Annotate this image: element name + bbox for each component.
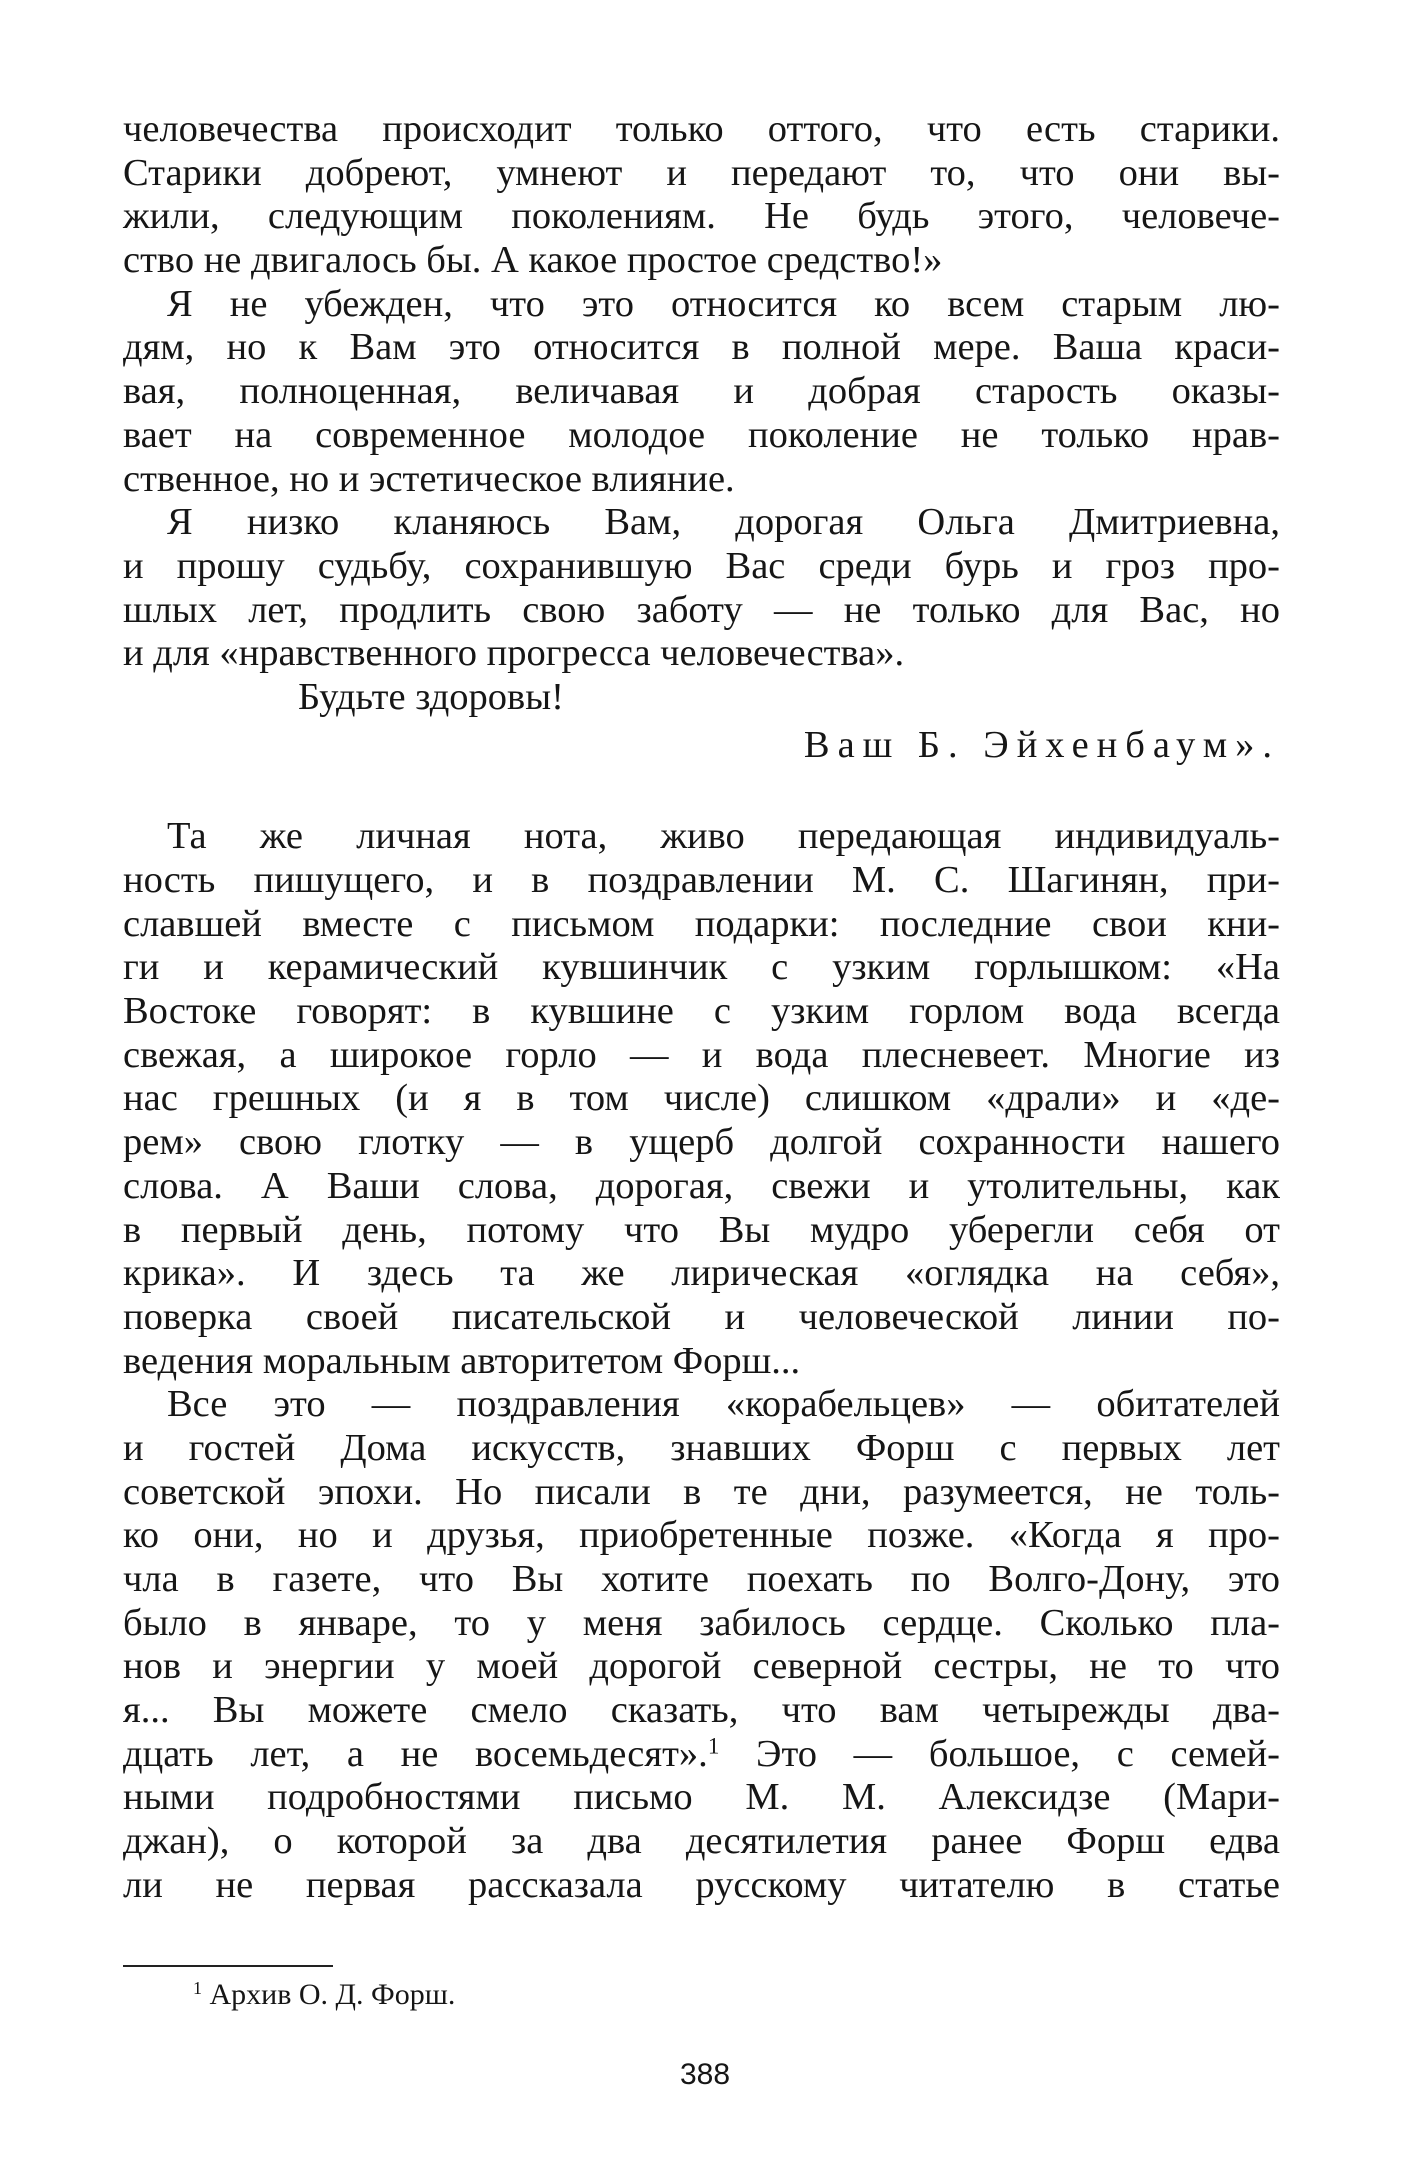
text-line: ственное, но и эстетическое влияние. [123, 457, 735, 500]
page-number: 388 [679, 2058, 731, 2091]
text-line: нов и энергии у моей дорогой северной сестры, не то что [123, 1645, 1280, 1688]
text-line: и гостей Дома искусств, знавших Форш с первых лет [123, 1426, 1280, 1469]
text-line: Та же личная нота, живо передающая индивидуаль- [167, 815, 1280, 858]
text-line: чла в газете, что Вы хотите поехать по Волго-Дону, это [123, 1558, 1280, 1600]
text-line: ность пишущего, и в поздравлении М. С. Шагинян, при- [123, 859, 1280, 901]
text-line: ли не первая рассказала русскому читателю в статье [123, 1863, 1280, 1906]
text-line: советской эпохи. Но писали в те дни, разумеется, не толь- [123, 1470, 1280, 1513]
text-line: Старики добреют, умнеют и передают то, что они вы- [123, 151, 1280, 194]
text-line: нас грешных (и я в том числе) слишком «драли» и «де- [123, 1077, 1280, 1120]
text-line: человечества происходит только оттого, что есть старики. [123, 108, 1280, 150]
footnote [193, 1975, 455, 2015]
text-line: ведения моральным авторитетом Форш... [123, 1339, 801, 1382]
text-line: ги и керамический кувшинчик с узким горлышком: «На [123, 946, 1280, 989]
letter-signature: Ваш Б. Эйхенбаум». [803, 723, 1280, 766]
text-line: рем» свою глотку — в ущерб долгой сохранности нашего [123, 1121, 1280, 1164]
text-line: в первый день, потому что Вы мудро уберегли себя от [123, 1208, 1280, 1251]
text-line: жили, следующим поколениям. Не будь этого, человече- [123, 195, 1280, 238]
text-line: и для «нравственного прогресса человечества». [123, 632, 905, 675]
text-line: ными подробностями письмо М. М. Алексидзе (Мари- [123, 1776, 1280, 1819]
text-line: крика». И здесь та же лирическая «оглядка на себя», [123, 1252, 1280, 1295]
letter-continuation [123, 108, 1280, 283]
paragraph-shaginyan [123, 815, 1280, 1383]
text-line: я... Вы можете смело сказать, что вам четырежды два- [123, 1689, 1280, 1732]
section-gap [123, 767, 1280, 815]
text-line: Востоке говорят: в кувшине с узким горлом вода всегда [123, 990, 1280, 1033]
text-line: слова. А Ваши слова, дорогая, свежи и утолительны, как [123, 1164, 1280, 1207]
text-fragment: дцать лет, а не восемьдесят». [123, 1732, 708, 1775]
text-line: Я низко кланяюсь Вам, дорогая Ольга Дмитриевна, [167, 501, 1280, 544]
text-line: славшей вместе с письмом подарки: последние свои кни- [123, 902, 1280, 945]
letter-closing: Будьте здоровы! [298, 675, 564, 718]
paragraph-korabeltsy [123, 1383, 1280, 1907]
footnote-text: Архив О. Д. Форш. [202, 1978, 456, 2011]
text-line: дям, но к Вам это относится в полной мере. Ваша краси- [123, 326, 1280, 369]
text-line: поверка своей писательской и человеческой линии по- [123, 1295, 1280, 1338]
text-line: вает на современное молодое поколение не только нрав- [123, 413, 1280, 456]
text-line: ко они, но и друзья, приобретенные позже. «Когда я про- [123, 1514, 1280, 1557]
text-line: и прошу судьбу, сохранившую Вас среди бурь и гроз про- [123, 544, 1280, 587]
letter-paragraph-3 [123, 501, 1280, 676]
text-line: Я не убежден, что это относится ко всем старым лю- [167, 282, 1280, 325]
text-line: свежая, а широкое горло — и вода плесневеет. Многие из [123, 1033, 1280, 1076]
text-line: джан), о которой за два десятилетия ранее Форш едва [123, 1820, 1280, 1863]
text-line: было в январе, то у меня забилось сердце. Сколько пла- [123, 1601, 1280, 1644]
footnote-marker: 1 [193, 1978, 202, 1999]
letter-paragraph-2 [123, 283, 1280, 501]
text-line-with-footnote-ref [123, 1733, 1280, 1777]
text-line: шлых лет, продлить свою заботу — не только для Вас, но [123, 588, 1280, 631]
footnote-ref-marker: 1 [707, 1732, 720, 1759]
text-line: вая, полноценная, величавая и добрая старость оказы- [123, 370, 1280, 413]
footnote-divider [123, 1965, 333, 1967]
text-line: ство не двигалось бы. А какое простое средство!» [123, 239, 943, 282]
text-fragment: Это — большое, с семей- [719, 1732, 1280, 1775]
text-line: Все это — поздравления «корабельцев» — обитателей [167, 1383, 1280, 1426]
page-body [123, 108, 1280, 1908]
